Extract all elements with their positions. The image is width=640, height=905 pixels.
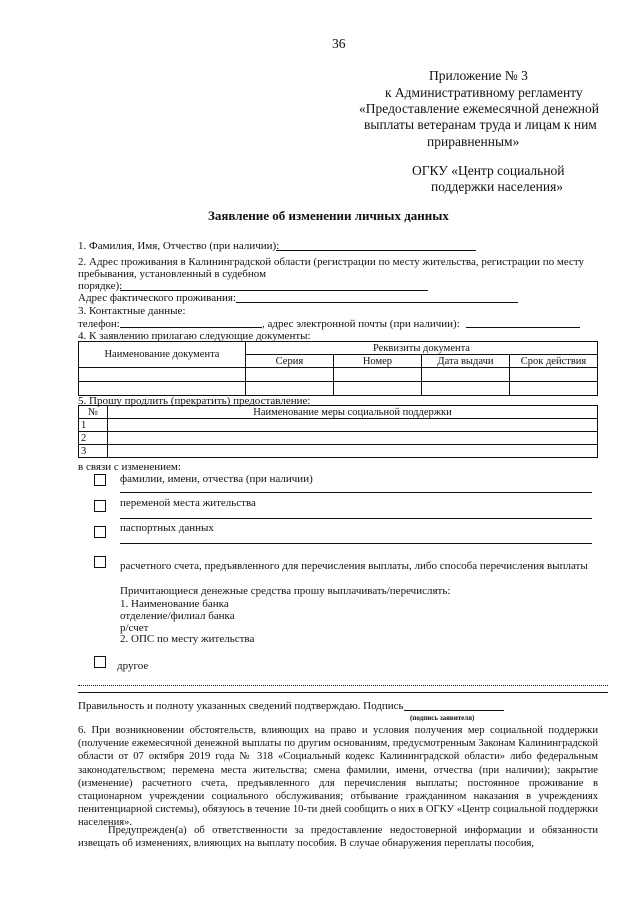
address-label-cont: пребывания, установленный в судебном (78, 268, 267, 280)
fio-change-checkbox[interactable] (94, 474, 106, 486)
appendix-line: выплаты ветеранам труда и лицам к ним (364, 117, 597, 132)
bank-name-label: 1. Наименование банка (120, 598, 229, 610)
phone-label: телефон: (78, 318, 120, 330)
appendix-line: к Административному регламенту (385, 85, 583, 100)
account-number-label: р/счет (120, 622, 149, 634)
bank-branch-label: отделение/филиал банка (120, 610, 235, 622)
option-label: переменой места жительства (120, 497, 256, 509)
passport-change-checkbox[interactable] (94, 526, 106, 538)
table-header-cell: Наименование меры социальной поддержки (108, 406, 598, 419)
ops-label: 2. ОПС по месту жительства (120, 633, 255, 645)
option-label: другое (117, 660, 149, 672)
account-change-checkbox[interactable] (94, 556, 106, 568)
table-header-cell: Наименование документа (79, 342, 246, 368)
table-row[interactable]: 1 (79, 419, 598, 432)
table-row[interactable] (79, 382, 598, 396)
fio-input-line[interactable] (276, 250, 476, 251)
table-header-cell: Срок действия (509, 355, 597, 368)
table-row[interactable]: 3 (79, 445, 598, 458)
table-row[interactable] (79, 368, 598, 382)
table-header-cell: Реквизиты документа (245, 342, 597, 355)
appendix-line: приравненным» (427, 134, 520, 149)
measures-heading: 5. Прошу продлить (прекратить) предоставление: (78, 395, 311, 407)
payment-intro: Причитающиеся денежные средства прошу выплачивать/перечислять: (120, 585, 451, 597)
email-label: , адрес электронной почты (при наличии): (262, 318, 460, 330)
table-header-cell: Серия (245, 355, 333, 368)
option-label: расчетного счета, предъявленного для перечисления выплаты, либо способа перечисления выплаты (120, 560, 588, 572)
separator (78, 692, 608, 693)
appendix-line: «Предоставление ежемесячной денежной (359, 101, 599, 116)
fio-label: 1. Фамилия, Имя, Отчество (при наличии): (78, 240, 280, 252)
documents-table (78, 341, 598, 396)
actual-address-input-line[interactable] (236, 302, 518, 303)
due-to-label: в связи с изменением: (78, 461, 181, 473)
addressee-line: поддержки населения» (431, 179, 564, 194)
appendix-line: Приложение № 3 (429, 68, 528, 83)
confirm-text: Правильность и полноту указанных сведений подтверждаю. Подпись (78, 700, 404, 712)
signature-line[interactable] (404, 710, 504, 711)
paragraph-6: 6. При возникновении обстоятельств, влияющих на право и условия получения мер социальной поддержки (получение ежемесячной денежной выплаты по другим основаниям, предусмотренным Законам Калининградской области от 07 октября 2019 года № 318 «Социальный кодекс Калининградской области» либо федеральным законодательством; перемена места жительства; смена фамилии, имени, отчества (при наличии); закрытие (изменение) расчетного счета, предъявленного для перечисления выплаты; постоянное проживание в стационарном учреждении социального обслуживания; отбывание гражданином наказания в учреждениях пенитенциарной системы), обязуюсь в течение 10-ти дней сообщить о них в ОГКУ «Центр социальной поддержки населения». (78, 725, 598, 829)
option-label: фамилии, имени, отчества (при наличии) (120, 473, 313, 485)
option-input-line[interactable] (120, 518, 592, 519)
table-header-cell: № (79, 406, 108, 419)
option-input-line[interactable] (120, 543, 592, 544)
email-input-line[interactable] (466, 327, 580, 328)
option-input-line[interactable] (120, 492, 592, 493)
measures-table (78, 405, 598, 458)
table-row (79, 342, 598, 355)
address-input-line[interactable] (120, 290, 428, 291)
residence-change-checkbox[interactable] (94, 500, 106, 512)
option-label: паспортных данных (120, 522, 214, 534)
separator (78, 685, 608, 686)
table-header-cell: Номер (333, 355, 421, 368)
address-label: 2. Адрес проживания в Калининградской области (регистрации по месту жительства, регистрации по месту (78, 256, 585, 268)
other-change-checkbox[interactable] (94, 656, 106, 668)
signature-caption: (подпись заявителя) (410, 714, 475, 722)
table-row (79, 406, 598, 419)
page-number: 36 (332, 36, 346, 51)
table-row[interactable]: 2 (79, 432, 598, 445)
actual-address-label: Адрес фактического проживания: (78, 292, 236, 304)
paragraph-7: Предупрежден(а) об ответственности за предоставление недостоверной информации и обязанности извещать об изменениях, влияющих на выплату пособия. В случае обнаружения переплаты пособия, (78, 825, 598, 850)
table-header-cell: Дата выдачи (421, 355, 509, 368)
document-title: Заявление об изменении личных данных (208, 208, 449, 223)
contacts-label: 3. Контактные данные: (78, 305, 186, 317)
addressee-line: ОГКУ «Центр социальной (412, 163, 565, 178)
phone-input-line[interactable] (120, 327, 262, 328)
address-label-cont: порядке): (78, 280, 123, 292)
attach-label: 4. К заявлению прилагаю следующие документы: (78, 330, 311, 342)
